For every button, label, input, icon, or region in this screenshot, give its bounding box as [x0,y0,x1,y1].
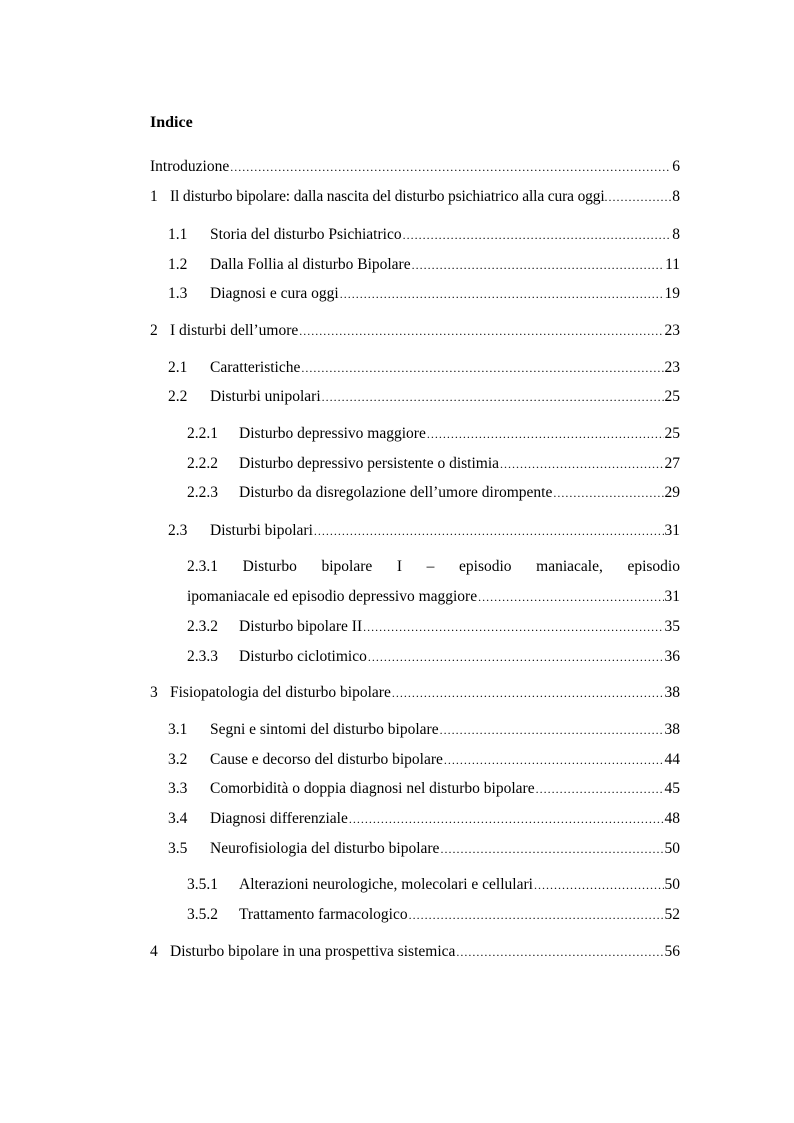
toc-entry-label: Alterazioni neurologiche, molecolari e cellulari [239,876,533,893]
toc-entry-label: I disturbi dell’umore [170,322,299,339]
toc-leader-dots [301,361,663,376]
toc-entry-word: episodio [459,558,512,575]
toc-entry-page: 38 [664,684,680,701]
toc-entry-label: ipomaniacale ed episodio depressivo maggiore [187,588,478,605]
toc-entry-page: 11 [665,256,680,273]
toc-entry-2-2-1[interactable] [187,425,680,447]
toc-entry-number: 3.4 [168,810,188,827]
toc-entry-page: 50 [664,840,680,857]
toc-entry-number: 2.2.3 [187,484,218,501]
toc-entry-chapter-2[interactable] [150,322,680,344]
toc-entry-number: 3 [150,684,158,701]
toc-entry-page: 38 [664,721,680,738]
toc-entry-number: 2.2 [168,388,188,405]
toc-leader-dots [340,287,664,302]
toc-entry-label: Disturbo bipolare II [239,618,363,635]
toc-entry-1-1[interactable] [168,226,680,248]
toc-entry-3-5-1[interactable] [187,876,680,898]
toc-entry-page: 35 [664,618,680,635]
toc-entry-2-3-2[interactable] [187,618,680,640]
toc-entry-page: 48 [664,810,680,827]
toc-entry-number: 2.3 [168,522,188,539]
toc-leader-dots [427,427,664,442]
toc-entry-1-3[interactable] [168,285,680,307]
toc-leader-dots [322,390,664,405]
toc-leader-dots [553,486,663,501]
toc-entry-word: episodio [627,558,680,575]
toc-entry-label: Disturbi bipolari [210,522,313,539]
toc-entry-number: 3.5.1 [187,876,218,893]
toc-entry-word: I [396,558,403,575]
toc-entry-page: 45 [664,780,680,797]
toc-entry-2-1[interactable] [168,359,680,381]
toc-entry-number: 3.2 [168,751,188,768]
toc-entry-label: Cause e decorso del disturbo bipolare [210,751,443,768]
toc-entry-page: 36 [664,648,680,665]
toc-entry-label: Disturbo depressivo persistente o distimia [239,455,500,472]
toc-entry-3-3[interactable] [168,780,680,802]
toc-leader-dots [368,650,664,665]
toc-entry-chapter-4[interactable] [150,943,680,965]
toc-leader-dots [444,753,664,768]
toc-entry-word: bipolare [321,558,373,575]
toc-entry-label: Dalla Follia al disturbo Bipolare [210,256,411,273]
toc-entry-label: Storia del disturbo Psichiatrico [210,226,402,243]
toc-entry-number: 3.5.2 [187,906,218,923]
toc-entry-chapter-1[interactable] [150,188,680,210]
toc-entry-page: 23 [664,359,680,376]
toc-entry-3-1[interactable] [168,721,680,743]
toc-entry-number: 4 [150,943,158,960]
toc-entry-page: 31 [664,522,680,539]
toc-entry-label: Caratteristiche [210,359,301,376]
toc-entry-label: Introduzione [150,158,230,175]
toc-entry-number: 1.2 [168,256,188,273]
toc-leader-dots [478,590,663,605]
toc-entry-introduzione[interactable] [150,158,680,180]
toc-entry-number: 1.3 [168,285,188,302]
toc-entry-label: Comorbidità o doppia diagnosi nel disturbo bipolare [210,780,535,797]
toc-entry-label: Disturbo da disregolazione dell’umore dirompente [239,484,553,501]
toc-entry-page: 8 [672,226,680,243]
toc-entry-label: Disturbo depressivo maggiore [239,425,426,442]
toc-entry-number: 3.3 [168,780,188,797]
toc-leader-dots [440,842,663,857]
toc-entry-page: 25 [664,388,680,405]
toc-entry-label: Neurofisiologia del disturbo bipolare [210,840,440,857]
toc-entry-page: 52 [664,906,680,923]
toc-entry-2-3[interactable] [168,522,680,544]
toc-entry-page: 44 [664,751,680,768]
toc-leader-dots [440,723,664,738]
toc-entry-page: 50 [664,876,680,893]
toc-entry-label: Disturbo ciclotimico [239,648,367,665]
toc-entry-1-2[interactable] [168,256,680,278]
toc-entry-word: maniacale, [536,558,603,575]
toc-entry-3-2[interactable] [168,751,680,773]
toc-entry-label: Disturbo bipolare in una prospettiva sistemica [170,943,456,960]
toc-entry-label: Fisiopatologia del disturbo bipolare [170,684,391,701]
toc-leader-dots [363,620,663,635]
toc-leader-dots [409,908,664,923]
toc-entry-label: Trattamento farmacologico [239,906,408,923]
toc-entry-page: 8 [672,188,680,205]
toc-entry-chapter-3[interactable] [150,684,680,706]
toc-entry-number: 2.3.3 [187,648,218,665]
toc-leader-dots [230,160,671,175]
toc-entry-3-5[interactable] [168,840,680,862]
toc-entry-page: 56 [664,943,680,960]
toc-leader-dots [299,324,663,339]
toc-leader-dots [534,878,664,893]
toc-entry-2-2[interactable] [168,388,680,410]
toc-entry-2-2-2[interactable] [187,455,680,477]
toc-entry-page: 27 [664,455,680,472]
toc-entry-number: 1 [150,188,158,205]
toc-entry-number: 2 [150,322,158,339]
toc-entry-3-4[interactable] [168,810,680,832]
toc-entry-2-2-3[interactable] [187,484,680,506]
toc-entry-number: 2.1 [168,359,188,376]
toc-leader-dots [536,782,664,797]
toc-entry-label: Segni e sintomi del disturbo bipolare [210,721,439,738]
toc-title: Indice [150,114,193,131]
toc-entry-page: 6 [672,158,680,175]
toc-entry-number: 2.2.2 [187,455,218,472]
toc-entry-page: 29 [664,484,680,501]
toc-leader-dots [392,686,664,701]
toc-entry-number: 3.5 [168,840,188,857]
toc-leader-dots [605,190,673,205]
toc-entry-2-3-3[interactable] [187,648,680,670]
toc-entry-number: 1.1 [168,226,188,243]
toc-leader-dots [500,457,663,472]
toc-entry-number: 2.3.1 [187,558,218,575]
toc-entry-page: 19 [664,285,680,302]
toc-entry-label: Diagnosi differenziale [210,810,348,827]
toc-leader-dots [349,812,664,827]
toc-entry-number: 2.2.1 [187,425,218,442]
toc-entry-word: – [426,558,435,575]
toc-entry-2-3-1-line-1[interactable] [187,558,680,576]
toc-entry-number: 3.1 [168,721,188,738]
toc-entry-page: 23 [664,322,680,339]
toc-entry-label: Disturbi unipolari [210,388,321,405]
toc-leader-dots [403,228,672,243]
toc-entry-page: 25 [664,425,680,442]
toc-entry-label: Diagnosi e cura oggi [210,285,339,302]
toc-leader-dots [412,258,664,273]
toc-entry-word: Disturbo [242,558,297,575]
toc-leader-dots [456,945,663,960]
toc-entry-number: 2.3.2 [187,618,218,635]
toc-leader-dots [314,524,664,539]
toc-entry-2-3-1-line-2[interactable] [187,588,680,610]
toc-entry-3-5-2[interactable] [187,906,680,928]
toc-entry-label: Il disturbo bipolare: dalla nascita del disturbo psichiatrico alla cura oggi [170,188,605,205]
toc-entry-page: 31 [664,588,680,605]
